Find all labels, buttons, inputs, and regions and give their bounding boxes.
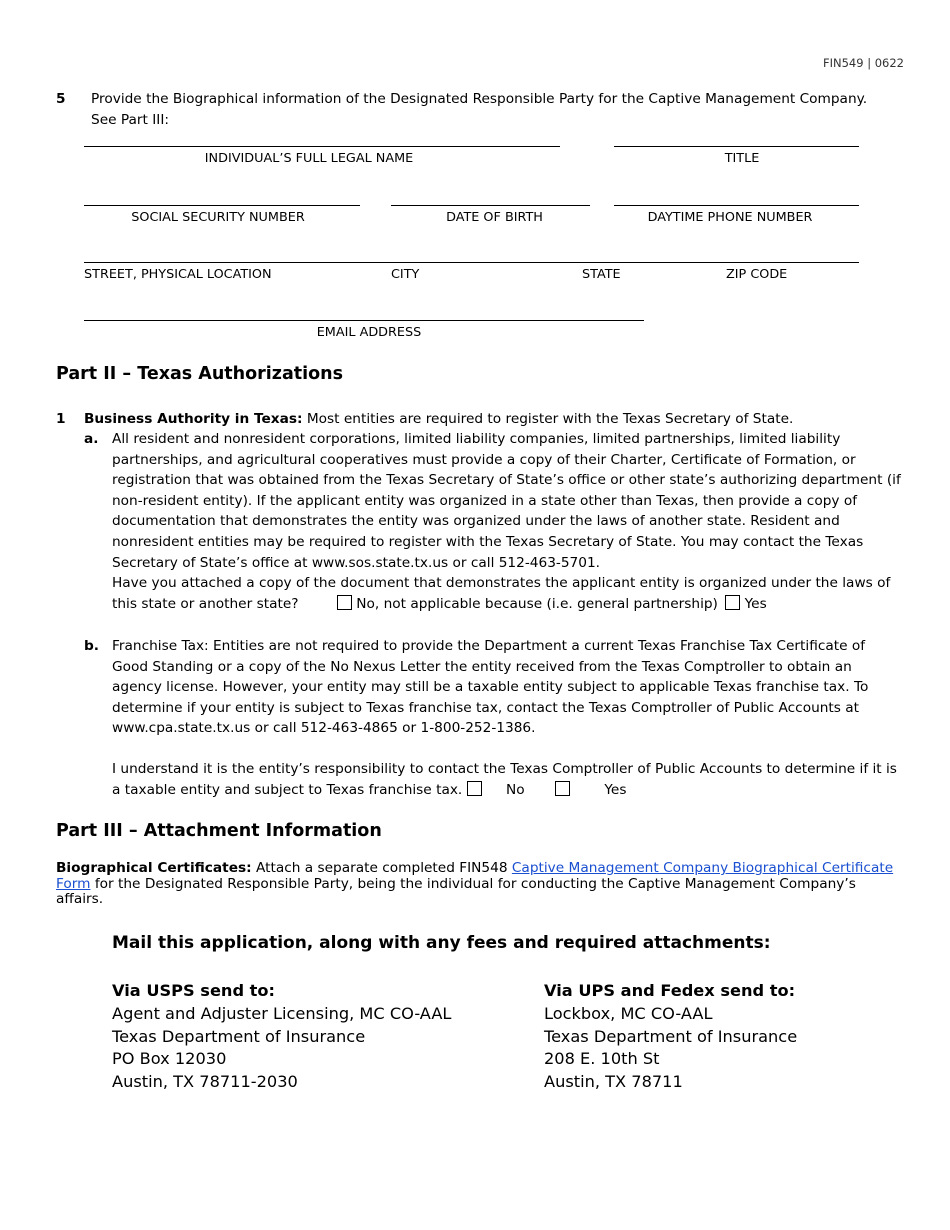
bio-certificates-label: Biographical Certificates: — [56, 860, 252, 876]
question-5-number: 5 — [56, 91, 66, 107]
item-b-block — [112, 636, 902, 800]
dob-label: DATE OF BIRTH — [446, 210, 543, 225]
ups-line: Austin, TX 78711 — [544, 1072, 683, 1092]
usps-heading: Via USPS send to: — [112, 981, 276, 1000]
title-label: TITLE — [724, 151, 760, 166]
item-a-yes-checkbox[interactable] — [725, 595, 740, 610]
phone-label: DAYTIME PHONE NUMBER — [647, 210, 813, 225]
full-name-label: INDIVIDUAL’S FULL LEGAL NAME — [204, 151, 414, 166]
item-a-question: Have you attached a copy of the document that demonstrates the applicant entity is organized under the laws of this state or another state? — [112, 575, 891, 612]
email-field[interactable] — [84, 320, 644, 321]
street-label: STREET, PHYSICAL LOCATION — [84, 267, 272, 282]
question-5-text: Provide the Biographical information of the Designated Responsible Party for the Captive Management Company. See Part III: — [91, 91, 868, 128]
ups-line: 208 E. 10th St — [544, 1049, 660, 1069]
part-2-heading: Part II – Texas Authorizations — [56, 364, 344, 384]
title-field[interactable] — [614, 146, 859, 147]
item-a-letter: a. — [84, 431, 99, 447]
ups-line: Texas Department of Insurance — [544, 1026, 798, 1046]
ups-address — [544, 980, 797, 1094]
form-id: FIN549 | 0622 — [822, 56, 904, 70]
dob-field[interactable] — [391, 205, 590, 206]
item-1-number: 1 — [56, 411, 66, 427]
item-b-no-checkbox[interactable] — [467, 781, 482, 796]
item-a-no-label: No, not applicable because (i.e. general partnership) — [356, 595, 718, 612]
state-label: STATE — [582, 267, 621, 282]
bio-text-pre: Attach a separate completed FIN548 — [251, 860, 512, 876]
ups-line: Lockbox, MC CO-AAL — [544, 1003, 713, 1023]
part-3-heading: Part III – Attachment Information — [56, 821, 382, 841]
full-name-field[interactable] — [84, 146, 560, 147]
ssn-label: SOCIAL SECURITY NUMBER — [131, 210, 305, 225]
usps-line: Austin, TX 78711-2030 — [112, 1072, 298, 1092]
item-b-question-row — [112, 759, 902, 800]
email-label: EMAIL ADDRESS — [316, 325, 422, 340]
city-label: CITY — [391, 267, 420, 282]
usps-line: Agent and Adjuster Licensing, MC CO-AAL — [112, 1003, 452, 1023]
phone-field[interactable] — [614, 205, 859, 206]
usps-line: PO Box 12030 — [112, 1049, 227, 1069]
item-a-question-row — [112, 573, 902, 614]
zip-label: ZIP CODE — [726, 267, 788, 282]
bio-text-post: for the Designated Responsible Party, being the individual for conducting the Captive Management Company’s affairs. — [56, 875, 856, 907]
item-b-yes-label: Yes — [604, 781, 627, 798]
item-a-no-checkbox[interactable] — [337, 595, 352, 610]
item-b-no-label: No — [506, 781, 525, 798]
mail-heading: Mail this application, along with any fees and required attachments: — [112, 933, 771, 953]
item-a-text: All resident and nonresident corporations, limited liability companies, limited partnerships, limited liability partnerships, and agricultural cooperatives must provide a copy of their Charter, Certificate of Formation, or registration that was obtained from the Texas Secretary of State’s office or other state’s authorizing department (if non-resident entity). If the applicant entity was organized in a state other than Texas, then provide a copy of documentation that demonstrates the entity was organized under the laws of another state. Resident and nonresident entities may be required to register with the Texas Secretary of State. You may contact the Texas Secretary of State’s office at www.sos.state.tx.us or call 512-463-5701. — [112, 431, 901, 571]
item-b-question: I understand it is the entity’s responsibility to contact the Texas Comptroller of Public Accounts to determine if it is a taxable entity and subject to Texas franchise tax. — [112, 760, 897, 798]
item-1-body: Most entities are required to register with the Texas Secretary of State. — [302, 411, 794, 427]
item-b-text: Franchise Tax: Entities are not required to provide the Department a current Texas Franchise Tax Certificate of Good Standing or a copy of the No Nexus Letter the entity received from the Texas Comptroller to obtain an agency license. However, your entity may still be a taxable entity subject to applicable Texas franchise tax. To determine if your entity is subject to Texas franchise tax, contact the Texas Comptroller of Public Accounts at www.cpa.state.tx.us or call 512-463-4865 or 1-800-252-1386. — [112, 638, 869, 737]
item-b-letter: b. — [84, 638, 99, 654]
item-a-block — [112, 429, 902, 614]
item-1-text — [84, 409, 904, 430]
ssn-field[interactable] — [84, 205, 360, 206]
usps-address — [112, 980, 451, 1094]
item-1-title: Business Authority in Texas: — [84, 411, 303, 427]
address-field[interactable] — [84, 262, 859, 263]
bio-certificates-text — [56, 861, 896, 908]
bio-certificate-form-link[interactable]: Captive Management Company Biographical Certificate Form — [56, 860, 894, 892]
usps-line: Texas Department of Insurance — [112, 1026, 366, 1046]
item-b-yes-checkbox[interactable] — [555, 781, 570, 796]
ups-heading: Via UPS and Fedex send to: — [544, 981, 796, 1000]
item-a-yes-label: Yes — [744, 595, 767, 612]
